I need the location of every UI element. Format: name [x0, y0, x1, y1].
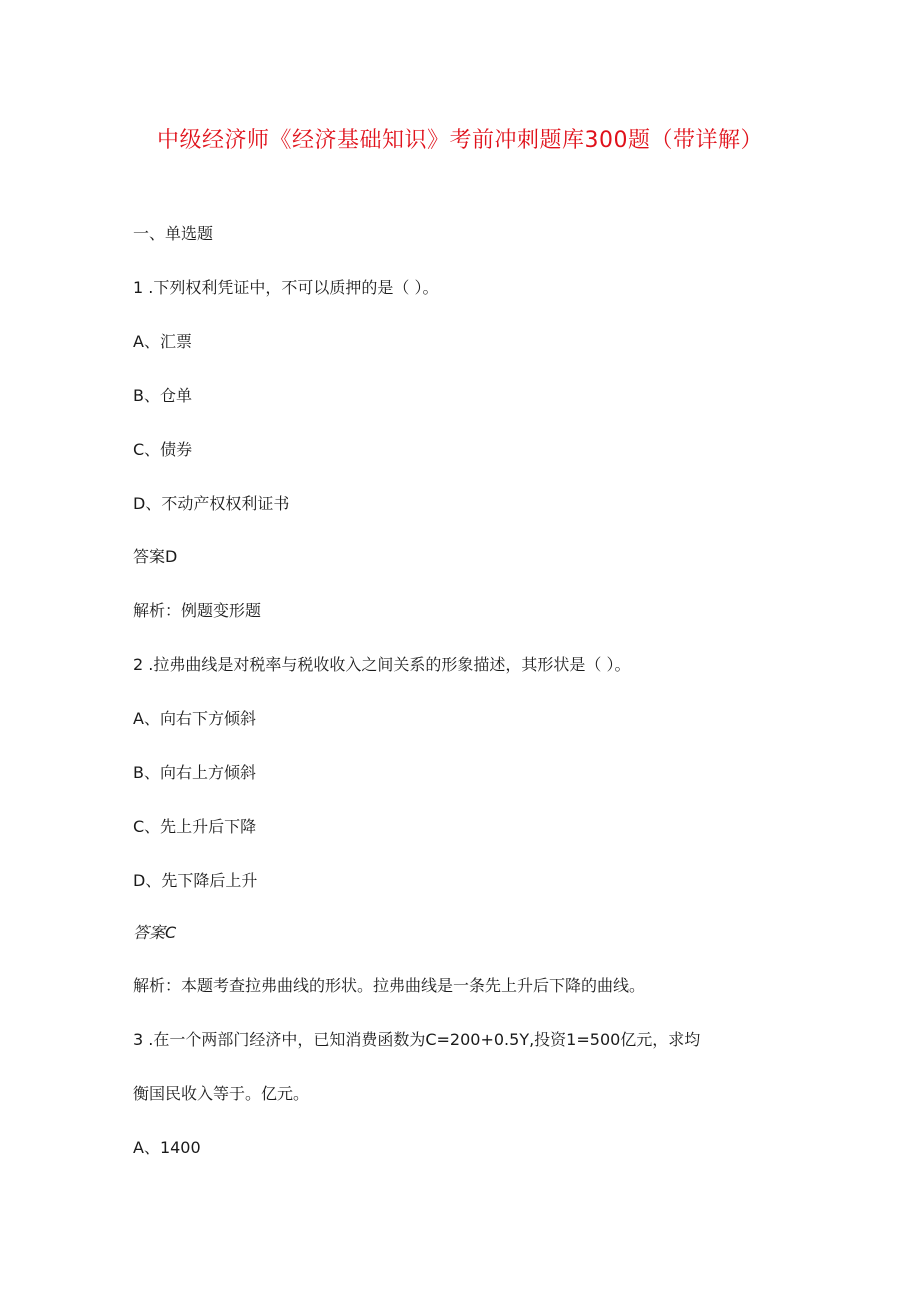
section-heading: 一、单选题	[133, 224, 214, 243]
question-2-option-a: A、向右下方倾斜	[133, 709, 256, 728]
question-1-analysis: 解析：例题变形题	[133, 601, 262, 620]
question-2-option-c: C、先上升后下降	[133, 817, 257, 836]
document-title: 中级经济师《经济基础知识》考前冲刺题库300题（带详解）	[157, 128, 763, 153]
question-1-option-b: B、仓单	[133, 386, 192, 405]
question-2-answer: 答案C	[133, 923, 177, 942]
question-3-stem-line-1: 3 .在一个两部门经济中，已知消费函数为C=200+0.5Y,投资1=500亿元，求均	[133, 1030, 701, 1049]
question-2-option-b: B、向右上方倾斜	[133, 763, 256, 782]
question-1-option-c: C、债券	[133, 440, 193, 459]
question-3-option-a: A、1400	[133, 1138, 201, 1157]
question-1-option-d: D、不动产权权利证书	[133, 494, 290, 513]
question-2-stem: 2 .拉弗曲线是对税率与税收收入之间关系的形象描述，其形状是（ ）。	[133, 655, 631, 674]
question-1-option-a: A、汇票	[133, 332, 192, 351]
question-2-option-d: D、先下降后上升	[133, 871, 258, 890]
question-2-analysis: 解析：本题考查拉弗曲线的形状。拉弗曲线是一条先上升后下降的曲线。	[133, 976, 646, 995]
question-1-stem: 1 .下列权利凭证中，不可以质押的是（ ）。	[133, 278, 439, 297]
question-1-answer: 答案D	[133, 547, 178, 566]
question-3-stem-line-2: 衡国民收入等于。亿元。	[133, 1084, 310, 1103]
